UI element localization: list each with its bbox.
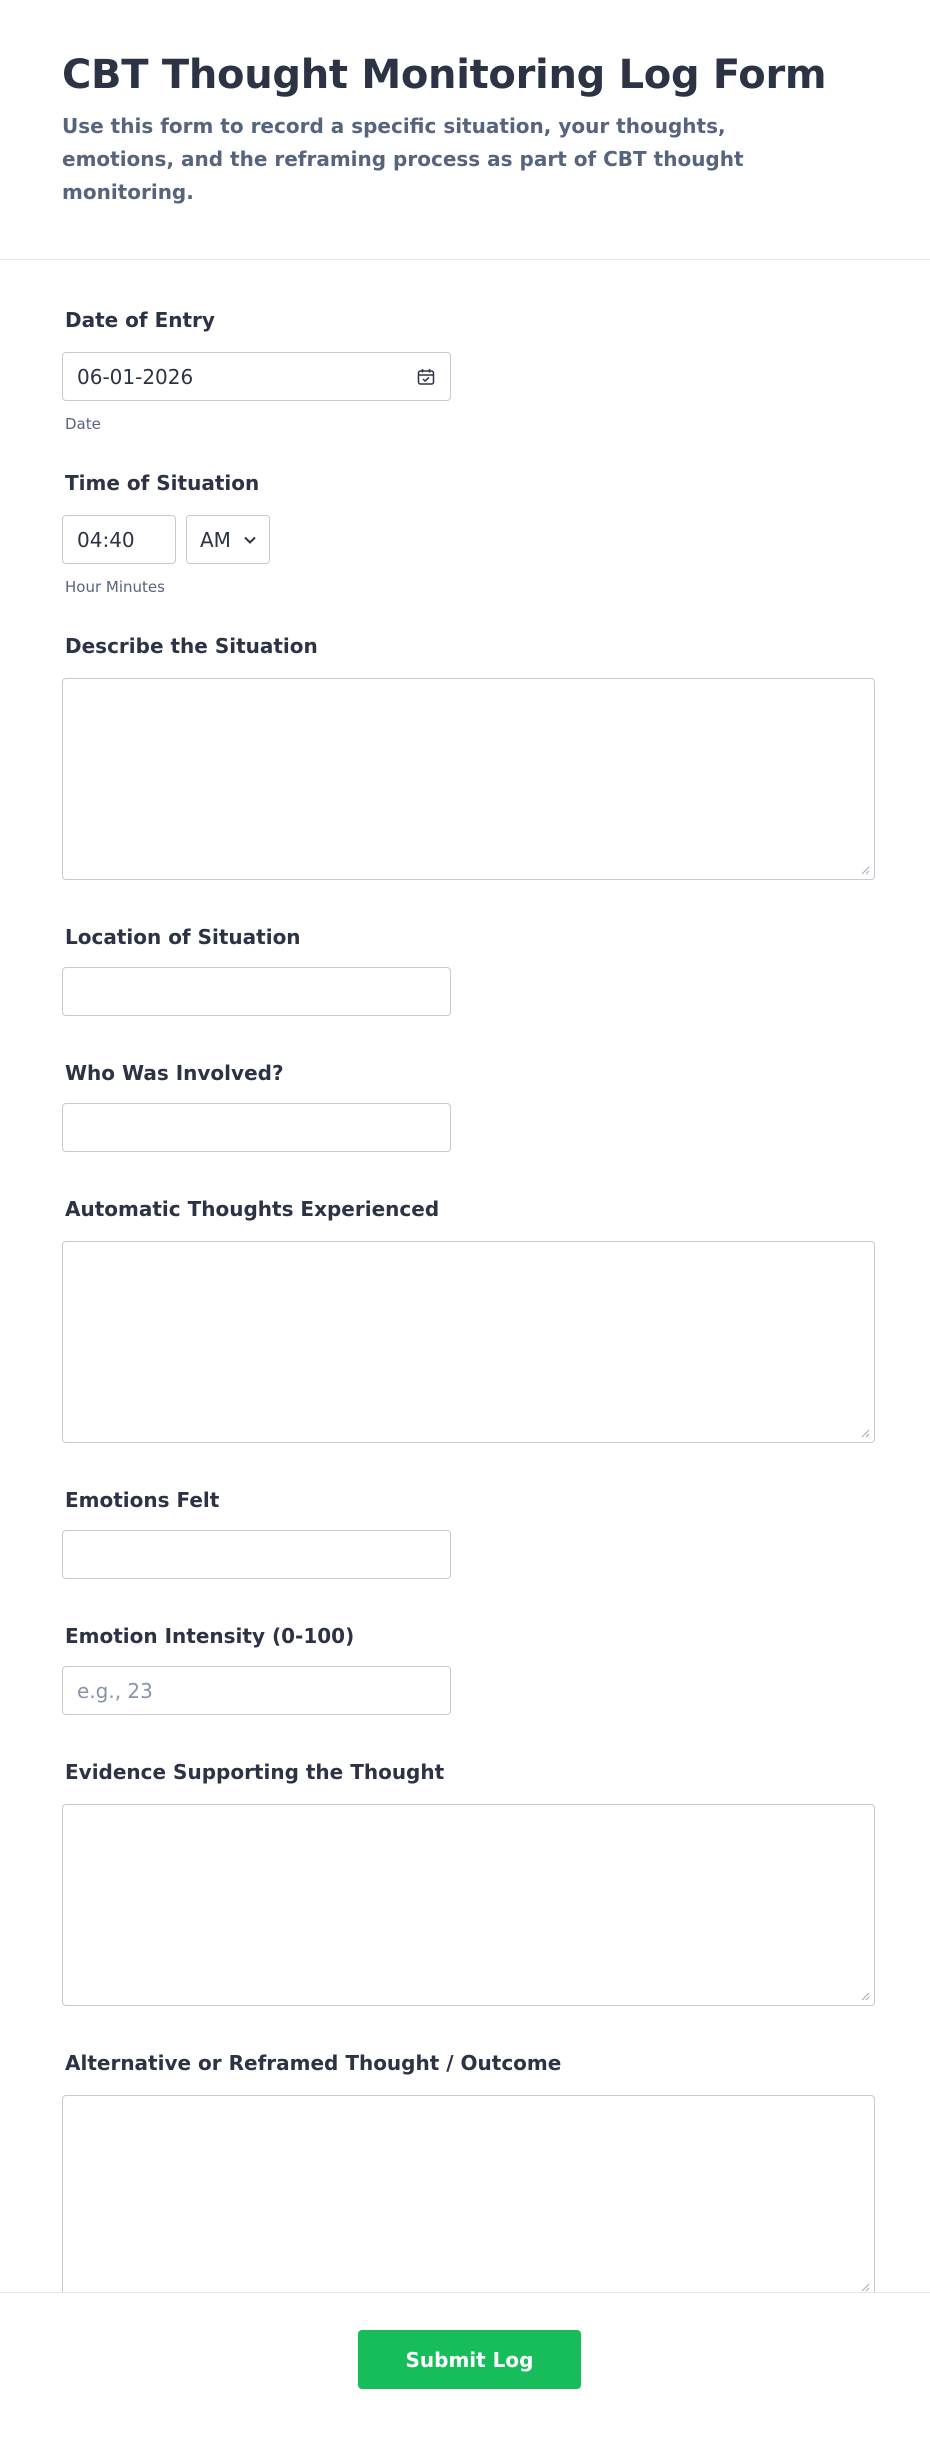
date-value: 06-01-2026 — [77, 364, 194, 389]
ampm-select[interactable] — [186, 515, 270, 564]
time-row — [62, 515, 876, 564]
time-label: Time of Situation — [65, 471, 260, 495]
situation-textarea[interactable] — [62, 678, 875, 880]
emotions-label: Emotions Felt — [65, 1488, 220, 1512]
situation-label: Describe the Situation — [65, 634, 318, 658]
resize-grip-icon[interactable] — [860, 2282, 870, 2292]
intensity-placeholder: e.g., 23 — [77, 1678, 153, 1703]
location-field — [62, 925, 876, 1016]
date-label: Date of Entry — [65, 308, 215, 332]
emotions-field — [62, 1488, 876, 1579]
date-input[interactable] — [62, 352, 451, 401]
form-header — [0, 0, 930, 260]
who-label: Who Was Involved? — [65, 1061, 284, 1085]
date-field — [62, 308, 876, 433]
resize-grip-icon[interactable] — [860, 1991, 870, 2001]
situation-field — [62, 634, 876, 880]
time-input[interactable] — [62, 515, 176, 564]
resize-grip-icon[interactable] — [860, 1428, 870, 1438]
intensity-label: Emotion Intensity (0-100) — [65, 1624, 355, 1648]
time-sublabel: Hour Minutes — [65, 578, 165, 596]
date-sublabel: Date — [65, 415, 101, 433]
time-field — [62, 471, 876, 596]
evidence-field — [62, 1760, 876, 2006]
form-body — [0, 308, 930, 2297]
evidence-label: Evidence Supporting the Thought — [65, 1760, 445, 1784]
evidence-textarea[interactable] — [62, 1804, 875, 2006]
emotions-input[interactable] — [62, 1530, 451, 1579]
page-subtitle: Use this form to record a specific situation, your thoughts, emotions, and the reframing process as part of CBT thought monitoring. — [62, 114, 744, 204]
location-label: Location of Situation — [65, 925, 301, 949]
form-footer — [0, 2292, 930, 2443]
thoughts-textarea[interactable] — [62, 1241, 875, 1443]
intensity-input[interactable] — [62, 1666, 451, 1715]
time-value: 04:40 — [77, 527, 135, 552]
page-title: CBT Thought Monitoring Log Form — [62, 52, 827, 98]
submit-button[interactable]: Submit Log — [358, 2330, 581, 2389]
resize-grip-icon[interactable] — [860, 865, 870, 875]
alternative-field — [62, 2051, 876, 2297]
who-field — [62, 1061, 876, 1152]
alternative-textarea[interactable] — [62, 2095, 875, 2297]
location-input[interactable] — [62, 967, 451, 1016]
thoughts-field — [62, 1197, 876, 1443]
calendar-icon[interactable] — [416, 367, 436, 387]
ampm-value: AM — [200, 527, 231, 552]
chevron-down-icon — [243, 535, 257, 545]
who-input[interactable] — [62, 1103, 451, 1152]
intensity-field — [62, 1624, 876, 1715]
alternative-label: Alternative or Reframed Thought / Outcome — [65, 2051, 562, 2075]
thoughts-label: Automatic Thoughts Experienced — [65, 1197, 440, 1221]
